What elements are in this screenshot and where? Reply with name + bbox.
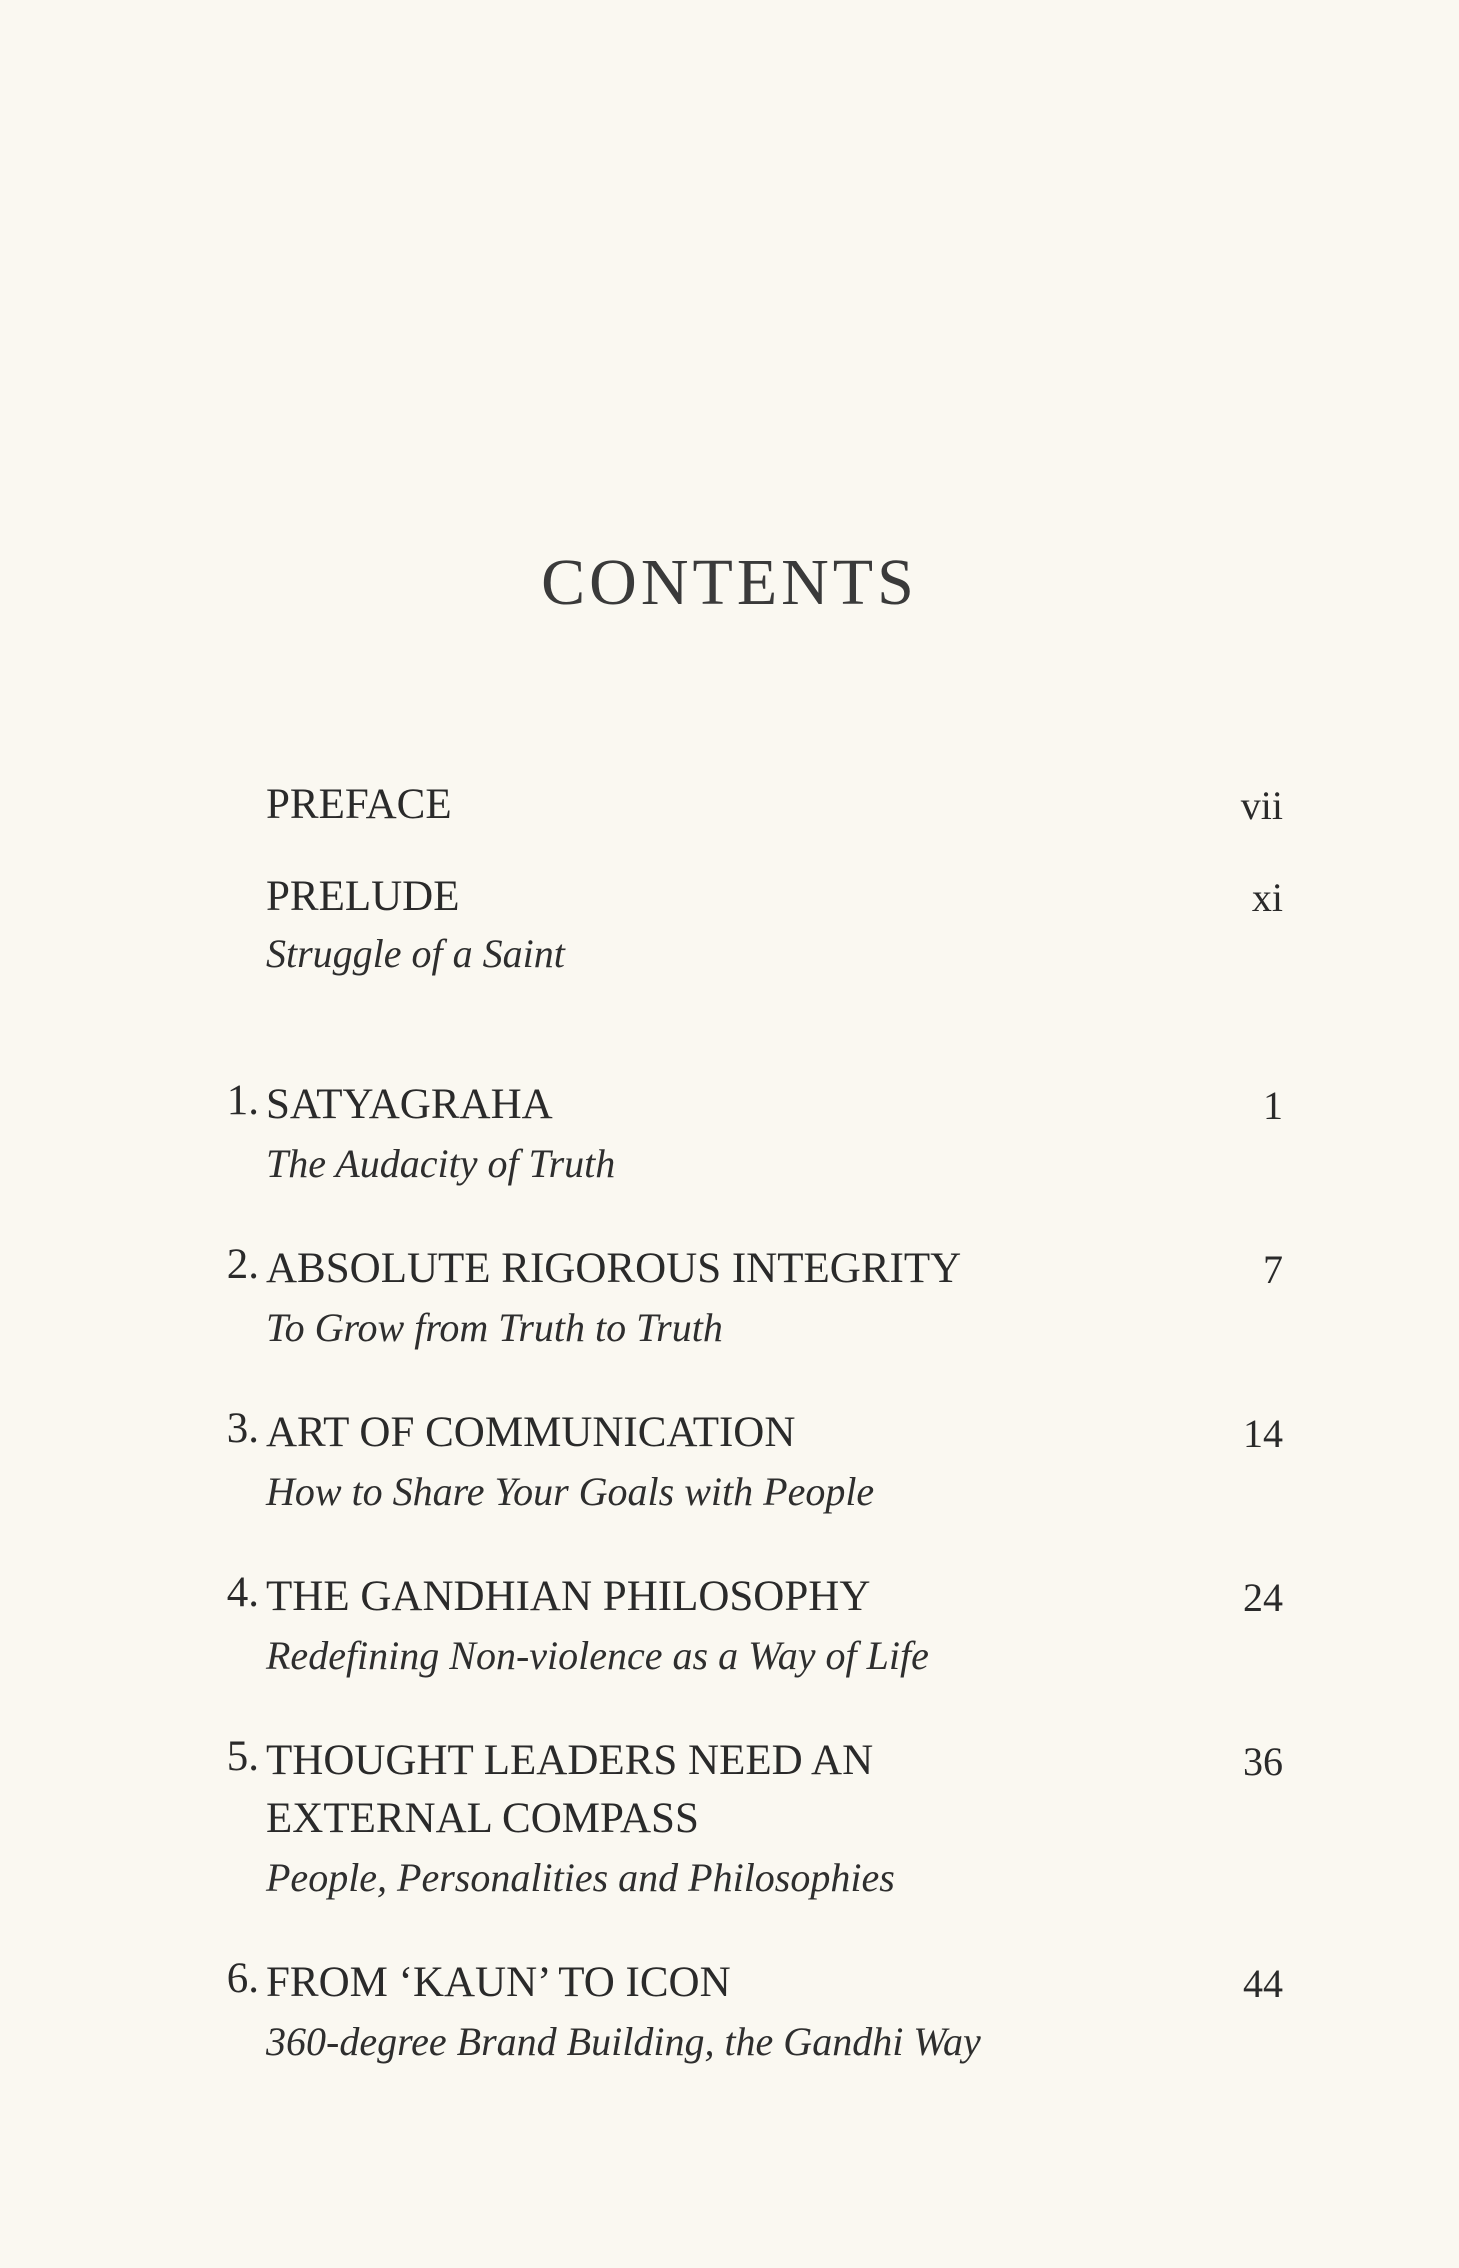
- entry-page-number: xi: [1251, 875, 1283, 920]
- entry-page-number: 14: [1243, 1411, 1283, 1456]
- chapter-number: 1.: [226, 1077, 259, 1124]
- entry-heading: PREFACE: [266, 781, 452, 828]
- entry-subtitle: Struggle of a Saint: [266, 931, 565, 976]
- entry-heading: FROM ‘KAUN’ TO ICON: [266, 1959, 731, 2006]
- entry-heading: THOUGHT LEADERS NEED AN: [266, 1737, 874, 1784]
- entry-subtitle: How to Share Your Goals with People: [266, 1469, 875, 1514]
- entry-heading-continued: EXTERNAL COMPASS: [266, 1795, 699, 1842]
- entry-heading: ABSOLUTE RIGOROUS INTEGRITY: [266, 1245, 962, 1292]
- entry-heading: THE GANDHIAN PHILOSOPHY: [266, 1573, 871, 1620]
- chapter-number: 4.: [226, 1569, 259, 1616]
- chapter-number: 2.: [226, 1241, 259, 1288]
- entry-page-number: 1: [1263, 1083, 1283, 1128]
- entry-page-number: 36: [1243, 1739, 1283, 1784]
- chapter-number: 6.: [226, 1955, 259, 2002]
- page-title: CONTENTS: [541, 546, 918, 619]
- entry-heading: PRELUDE: [266, 873, 460, 920]
- chapter-number: 5.: [226, 1733, 259, 1780]
- entry-subtitle: 360-degree Brand Building, the Gandhi Way: [266, 2019, 981, 2064]
- entry-subtitle: Redefining Non-violence as a Way of Life: [266, 1633, 929, 1678]
- entry-page-number: 44: [1243, 1961, 1283, 2006]
- entry-heading: ART OF COMMUNICATION: [266, 1409, 796, 1456]
- entry-subtitle: To Grow from Truth to Truth: [266, 1305, 723, 1350]
- entry-page-number: 24: [1243, 1575, 1283, 1620]
- entry-subtitle: People, Personalities and Philosophies: [266, 1855, 895, 1900]
- entry-subtitle: The Audacity of Truth: [266, 1141, 616, 1186]
- chapter-number: 3.: [226, 1405, 259, 1452]
- entry-page-number: 7: [1263, 1247, 1283, 1292]
- entry-heading: SATYAGRAHA: [266, 1081, 553, 1128]
- entry-page-number: vii: [1240, 783, 1283, 828]
